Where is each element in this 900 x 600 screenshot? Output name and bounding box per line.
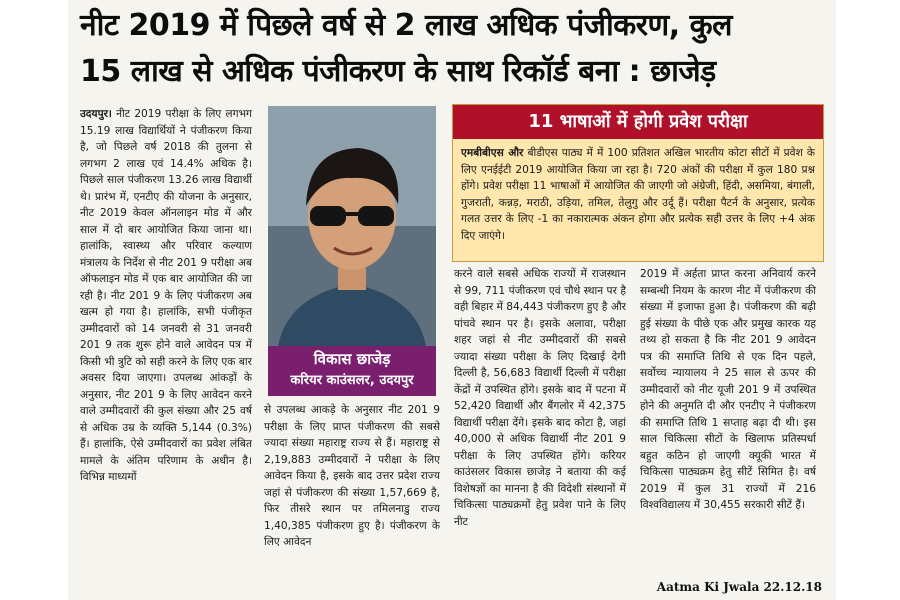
info-box-body: [461, 145, 815, 244]
photo-caption: [268, 346, 436, 396]
info-box-lead: एमबीबीएस और: [461, 147, 524, 159]
article-column-3: करने वाले सबसे अधिक राज्यों में राजस्थान से 99, 711 पंजीकरण एवं चौथे स्थान पर है वही बिहार में 84,443 पंजीकरण हुए है और पांचवे स्थान पर है। इसके अलावा, परीक्षा शहर जहां से नीट उम्मीदवारों की सबसे ज्यादा संख्या परीक्षा के लिए दिखाई देगी दिल्ली है, 56,683 विद्यार्थी दिल्ली में परीक्षा केंद्रों में उपस्थित होंगे। इसके बाद में पटना में 52,420 विद्यार्थी और बैंगलोर में 42,375 विद्यार्थी परीक्षा देंगे। इसके बाद कोटा है, जहां 40,000 से अधिक विद्यार्थी नीट 201 9 परीक्षा के लिए उपस्थित होंगे। करियर काउंसलर विकास छाजेड़ ने बताया की कई विशेषज्ञों का मानना है की विदेशी संस्थानों में चिकित्सा पाठ्यक्रमों हेतु प्रवेश पाने के लिए नीट: [454, 268, 626, 528]
column-1-text: नीट 2019 परीक्षा के लिए लगभग 15.19 लाख विद्यार्थियों ने पंजीकरण किया है, जो पिछले वर्ष 2018 की तुलना से लगभग 2 लाख एवं 14.4% अधिक है। पिछले साल पंजीकरण 13.26 लाख विद्यार्थी थे। प्रारंभ में, एनटीए की योजना के अनुसार, नीट 2019 केवल ऑनलाइन मोड में और साल में दो बार आयोजित किया जाना था। हालांकि, स्वास्थ्य और परिवार कल्याण मंत्रालय के निर्देश से नीट 201 9 परीक्षा अब ऑफलाइन मोड में एक बार आयोजित की जा रही है। नीट 201 9 के लिए पंजीकरण अब खत्म हो गया है। हालांकि, सभी पंजीकृत उम्मीदवारों को 14 जनवरी से 31 जनवरी 201 9 तक शुरू होने वाले आवेदन पत्र में किसी भी त्रुटि को सही करने के लिए एक बार अवसर दिया जाएगा। उपलब्ध आंकड़ों के अनुसार, नीट 201 9 के लिए आवेदन करने वाले उम्मीदवारों की कुल संख्या और 25 वर्ष से अधिक उम्र के व्यक्ति 5,144 (0.3%) हैं। हालांकि, ऐसे उम्मीदवारों का प्रवेश लंबित मामले के अंतिम परिणाम के अधीन है। विभिन्न माध्यमों: [80, 108, 252, 483]
info-box: [452, 104, 824, 262]
info-box-text: बीडीएस पाठ्य में में 100 प्रतिशत अखिल भारतीय कोटा सीटों में प्रवेश के लिए एनईईटी 2019 आयोजित किया जा रहा है। 720 अंकों की परीक्षा में कुल 180 प्रश्न होंगे। प्रवेश परीक्षा 11 भाषाओं में आयोजित की जाएगी जो अंग्रेजी, हिंदी, असमिया, बंगाली, गुजराती, कन्नड़, मराठी, उड़िया, तमिल, तेलुगु और उर्दू हैं। परीक्षा पैटर्न के अनुसार, प्रत्येक गलत उत्तर के लिए -1 का नकारात्मक अंकन होगा और प्रत्येक सही उत्तर के लिए +4 अंक दिए जाएंगे।: [461, 147, 815, 242]
source-credit: Aatma Ki Jwala 22.12.18: [656, 580, 822, 594]
person-role: करियर काउंसलर, उदयपुर: [290, 373, 414, 388]
article-column-4: 2019 में अर्हता प्राप्त करना अनिवार्य करने सम्बन्धी नियम के कारण नीट में पंजीकरण की संख्या में इजाफा हुआ है। पंजीकरण की बढ़ी हुई संख्या के पीछे एक और प्रमुख कारक यह तथ्य हो सकता है कि नीट 201 9 आवेदन पत्र की समाप्ति तिथि से एक दिन पहले, सर्वोच्च न्यायालय ने 25 साल से ऊपर की उम्मीदवारों को नीट यूजी 201 9 में उपस्थित होने की अनुमति दी और एनटीए ने पंजीकरण की समाप्ति तिथि 1 सप्ताह बढ़ा दी थी। इस साल चिकित्सा सीटों के खिलाफ प्रतिस्पर्धा बहुत कठिन हो जाएगी क्यूकी भारत में चिकित्सा पाठ्यक्रम हेतु सीटें सिमित है। वर्ष 2019 में कुल 31 राज्यों में 216 विश्वविद्यालय में 30,455 सरकारी सीटें हैं।: [640, 268, 816, 511]
portrait-photo: [268, 106, 436, 346]
photo-with-caption: [268, 106, 436, 396]
headline-line-1: नीट 2019 में पिछले वर्ष से 2 लाख अधिक पंजीकरण, कुल: [80, 8, 732, 43]
article-column-2: से उपलब्ध आकड़े के अनुसार नीट 201 9 परीक्षा के लिए प्राप्त पंजीकरण की सबसे ज्यादा संख्या महाराष्ट्र राज्य से हैं। महाराष्ट्र से 2,19,883 उम्मीदवारों ने परीक्षा के लिए आवेदन किया है, इसके बाद उत्तर प्रदेश राज्य जहां से पंजीकरण की संख्या 1,57,669 है, फिर तीसरे स्थान पर तमिलनाडु राज्य 1,40,385 पंजीकरण हुए है। पंजीकरण के लिए आवेदन: [264, 404, 440, 548]
headline-line-2: 15 लाख से अधिक पंजीकरण के साथ रिकॉर्ड बना : छाजेड़: [80, 54, 716, 89]
info-box-title: 11 भाषाओं में होगी प्रवेश परीक्षा: [453, 105, 823, 139]
dateline: उदयपुर।: [80, 108, 112, 120]
newspaper-clipping: [68, 0, 836, 600]
person-name: विकास छाजेड़: [313, 350, 391, 368]
article-column-1: [80, 106, 252, 574]
